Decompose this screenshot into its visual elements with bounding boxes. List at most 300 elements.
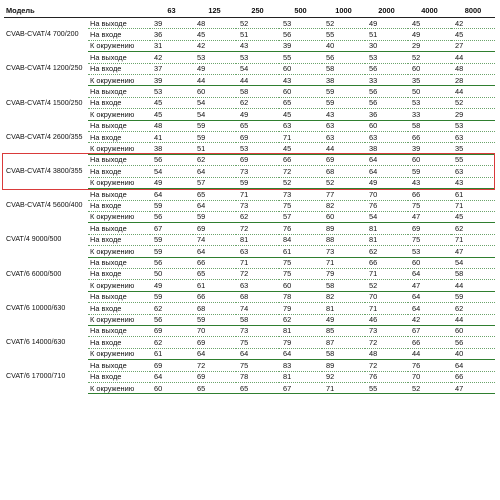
sound-level-cell: 60 — [193, 86, 236, 97]
sound-level-cell: 66 — [451, 371, 495, 382]
sound-level-cell: 44 — [451, 314, 495, 325]
sound-level-cell: 66 — [279, 154, 322, 165]
header-row — [4, 4, 495, 18]
sound-level-cell: 62 — [150, 303, 193, 314]
sound-level-cell: 59 — [193, 314, 236, 325]
sound-level-cell: 55 — [279, 52, 322, 63]
sound-level-cell: 64 — [193, 200, 236, 211]
sound-level-cell: 62 — [279, 314, 322, 325]
sound-level-cell: 66 — [193, 291, 236, 302]
sound-level-cell: 55 — [322, 29, 365, 40]
sound-level-cell: 82 — [322, 291, 365, 302]
sound-level-cell: 37 — [150, 63, 193, 74]
sound-level-cell: 64 — [150, 189, 193, 200]
sound-level-cell: 75 — [279, 200, 322, 211]
sound-level-cell: 48 — [193, 18, 236, 29]
sound-level-cell: 65 — [279, 97, 322, 108]
position-label: На выходе — [88, 291, 150, 302]
sound-level-cell: 43 — [279, 75, 322, 86]
sound-level-cell: 62 — [451, 223, 495, 234]
sound-level-cell: 60 — [322, 211, 365, 222]
sound-level-cell: 77 — [322, 189, 365, 200]
sound-level-cell: 56 — [365, 97, 408, 108]
sound-level-cell: 61 — [451, 189, 495, 200]
sound-level-cell: 56 — [322, 52, 365, 63]
sound-level-cell: 64 — [193, 166, 236, 177]
sound-level-cell: 66 — [408, 189, 451, 200]
sound-level-cell: 62 — [193, 154, 236, 165]
sound-level-cell: 81 — [322, 303, 365, 314]
sound-level-cell: 54 — [150, 166, 193, 177]
sound-level-cell: 59 — [322, 97, 365, 108]
sound-level-cell: 89 — [322, 360, 365, 371]
position-label: На входе — [88, 337, 150, 348]
table-body — [4, 18, 495, 394]
sound-level-cell: 62 — [365, 246, 408, 257]
sound-level-cell: 72 — [236, 268, 279, 279]
sound-level-cell: 70 — [365, 189, 408, 200]
sound-level-cell: 53 — [279, 18, 322, 29]
position-column-header — [88, 4, 150, 18]
sound-level-cell: 39 — [150, 75, 193, 86]
table-row — [4, 257, 495, 268]
sound-level-cell: 36 — [150, 29, 193, 40]
sound-level-cell: 53 — [193, 52, 236, 63]
sound-level-cell: 59 — [236, 177, 279, 188]
sound-level-cell: 54 — [451, 257, 495, 268]
sound-level-cell: 53 — [236, 143, 279, 154]
sound-level-cell: 60 — [408, 154, 451, 165]
sound-level-cell: 59 — [408, 166, 451, 177]
sound-level-cell: 39 — [150, 18, 193, 29]
sound-level-cell: 59 — [150, 234, 193, 245]
sound-level-cell: 79 — [322, 268, 365, 279]
sound-level-cell: 75 — [236, 337, 279, 348]
sound-level-cell: 81 — [236, 234, 279, 245]
sound-level-cell: 60 — [451, 325, 495, 336]
sound-level-cell: 29 — [451, 109, 495, 120]
sound-level-cell: 38 — [322, 75, 365, 86]
position-label: К окружению — [88, 109, 150, 120]
sound-level-cell: 58 — [322, 63, 365, 74]
sound-level-cell: 44 — [408, 348, 451, 359]
sound-level-cell: 58 — [322, 348, 365, 359]
sound-level-cell: 38 — [150, 143, 193, 154]
position-label: На выходе — [88, 52, 150, 63]
sound-level-cell: 66 — [365, 257, 408, 268]
sound-level-cell: 45 — [279, 109, 322, 120]
sound-level-cell: 66 — [408, 337, 451, 348]
position-label: На входе — [88, 97, 150, 108]
sound-level-cell: 55 — [451, 154, 495, 165]
position-label: К окружению — [88, 246, 150, 257]
sound-level-cell: 44 — [451, 280, 495, 291]
sound-level-cell: 67 — [408, 325, 451, 336]
sound-level-cell: 33 — [365, 75, 408, 86]
sound-level-cell: 71 — [236, 257, 279, 268]
sound-level-cell: 76 — [365, 371, 408, 382]
model-name: CVAT/6 6000/500 — [6, 269, 62, 278]
sound-level-cell: 85 — [322, 325, 365, 336]
sound-level-cell: 47 — [451, 246, 495, 257]
sound-level-cell: 30 — [365, 40, 408, 51]
sound-level-cell: 49 — [193, 63, 236, 74]
sound-level-cell: 56 — [150, 211, 193, 222]
sound-level-cell: 88 — [322, 234, 365, 245]
sound-level-cell: 76 — [365, 200, 408, 211]
sound-level-cell: 71 — [279, 132, 322, 143]
sound-level-cell: 69 — [150, 360, 193, 371]
sound-level-cell: 75 — [279, 268, 322, 279]
sound-level-cell: 45 — [451, 211, 495, 222]
sound-level-cell: 45 — [451, 29, 495, 40]
sound-level-cell: 56 — [365, 86, 408, 97]
sound-level-cell: 47 — [408, 280, 451, 291]
sound-level-cell: 72 — [365, 337, 408, 348]
sound-level-cell: 79 — [279, 303, 322, 314]
sound-level-cell: 76 — [279, 223, 322, 234]
sound-level-cell: 66 — [193, 257, 236, 268]
sound-level-cell: 73 — [365, 325, 408, 336]
frequency-header: 2000 — [365, 4, 408, 18]
sound-level-cell: 52 — [322, 177, 365, 188]
sound-level-cell: 42 — [451, 18, 495, 29]
sound-level-cell: 44 — [236, 75, 279, 86]
sound-level-cell: 65 — [193, 268, 236, 279]
sound-level-cell: 63 — [236, 246, 279, 257]
sound-level-cell: 43 — [236, 40, 279, 51]
sound-level-cell: 51 — [365, 29, 408, 40]
sound-level-cell: 79 — [279, 337, 322, 348]
frequency-header: 8000 — [451, 4, 495, 18]
table-header — [4, 4, 495, 18]
model-name: CVAT/6 10000/630 — [6, 303, 66, 312]
sound-level-cell: 53 — [408, 97, 451, 108]
sound-level-cell: 42 — [193, 40, 236, 51]
position-label: На входе — [88, 371, 150, 382]
sound-level-cell: 52 — [408, 52, 451, 63]
model-name: CVAB-CVAT/4 1200/250 — [6, 64, 83, 73]
sound-level-cell: 78 — [236, 371, 279, 382]
sound-level-cell: 56 — [279, 29, 322, 40]
position-label: На выходе — [88, 223, 150, 234]
sound-level-cell: 28 — [451, 75, 495, 86]
position-label: На входе — [88, 63, 150, 74]
sound-level-cell: 65 — [236, 383, 279, 394]
sound-level-cell: 68 — [236, 291, 279, 302]
sound-level-cell: 60 — [150, 383, 193, 394]
sound-level-cell: 71 — [322, 383, 365, 394]
sound-level-cell: 62 — [451, 303, 495, 314]
sound-level-cell: 59 — [451, 291, 495, 302]
sound-level-cell: 45 — [150, 109, 193, 120]
sound-level-cell: 68 — [322, 166, 365, 177]
sound-level-cell: 70 — [365, 291, 408, 302]
sound-level-cell: 69 — [193, 371, 236, 382]
sound-level-cell: 53 — [365, 52, 408, 63]
sound-level-cell: 45 — [279, 143, 322, 154]
sound-level-cell: 69 — [150, 325, 193, 336]
sound-level-cell: 58 — [322, 280, 365, 291]
sound-level-cell: 53 — [408, 246, 451, 257]
sound-level-cell: 64 — [236, 348, 279, 359]
position-label: К окружению — [88, 348, 150, 359]
sound-level-cell: 53 — [150, 86, 193, 97]
sound-level-cell: 75 — [408, 234, 451, 245]
sound-level-cell: 45 — [193, 29, 236, 40]
sound-level-cell: 49 — [365, 177, 408, 188]
sound-level-cell: 65 — [193, 383, 236, 394]
sound-level-cell: 43 — [408, 177, 451, 188]
table-row — [4, 120, 495, 131]
sound-level-cell: 74 — [193, 234, 236, 245]
sound-level-cell: 67 — [279, 383, 322, 394]
sound-level-cell: 60 — [408, 63, 451, 74]
sound-level-cell: 39 — [408, 143, 451, 154]
position-label: К окружению — [88, 211, 150, 222]
sound-level-cell: 75 — [408, 200, 451, 211]
sound-level-cell: 65 — [236, 120, 279, 131]
position-label: На входе — [88, 268, 150, 279]
sound-level-cell: 62 — [150, 337, 193, 348]
sound-level-cell: 54 — [365, 211, 408, 222]
sound-level-cell: 61 — [279, 246, 322, 257]
sound-level-cell: 87 — [322, 337, 365, 348]
position-label: К окружению — [88, 75, 150, 86]
position-label: На входе — [88, 234, 150, 245]
sound-level-cell: 68 — [193, 303, 236, 314]
sound-level-cell: 43 — [322, 109, 365, 120]
model-name: CVAB-CVAT/4 700/200 — [6, 30, 79, 39]
model-name: CVAB-CVAT/4 2600/355 — [6, 132, 83, 141]
sound-level-cell: 53 — [451, 120, 495, 131]
sound-level-cell: 69 — [193, 337, 236, 348]
position-label: На выходе — [88, 360, 150, 371]
sound-level-cell: 65 — [193, 189, 236, 200]
sound-level-cell: 52 — [365, 280, 408, 291]
sound-level-cell: 89 — [322, 223, 365, 234]
sound-level-cell: 73 — [236, 325, 279, 336]
sound-level-cell: 50 — [150, 268, 193, 279]
sound-level-cell: 56 — [451, 337, 495, 348]
sound-level-cell: 54 — [193, 109, 236, 120]
sound-level-cell: 71 — [236, 189, 279, 200]
sound-level-cell: 64 — [408, 268, 451, 279]
frequency-header: 250 — [236, 4, 279, 18]
sound-level-cell: 71 — [451, 234, 495, 245]
position-label: На входе — [88, 132, 150, 143]
sound-level-cell: 75 — [279, 257, 322, 268]
sound-level-cell: 60 — [279, 86, 322, 97]
table-row — [4, 154, 495, 165]
sound-level-cell: 64 — [279, 348, 322, 359]
sound-level-cell: 61 — [150, 348, 193, 359]
frequency-header: 125 — [193, 4, 236, 18]
sound-level-cell: 44 — [193, 75, 236, 86]
sound-level-cell: 35 — [451, 143, 495, 154]
sound-level-cell: 56 — [150, 314, 193, 325]
sound-level-cell: 75 — [236, 360, 279, 371]
model-name: CVAT/6 14000/630 — [6, 338, 66, 347]
sound-level-cell: 47 — [451, 383, 495, 394]
sound-level-cell: 58 — [451, 268, 495, 279]
sound-level-cell: 52 — [451, 97, 495, 108]
sound-level-cell: 56 — [150, 257, 193, 268]
sound-level-cell: 69 — [193, 223, 236, 234]
sound-level-cell: 64 — [193, 246, 236, 257]
sound-level-cell: 46 — [365, 314, 408, 325]
table-row — [4, 52, 495, 63]
frequency-header: 500 — [279, 4, 322, 18]
position-label: На входе — [88, 166, 150, 177]
sound-level-cell: 44 — [322, 143, 365, 154]
sound-level-cell: 44 — [451, 86, 495, 97]
sound-level-cell: 69 — [322, 154, 365, 165]
sound-level-cell: 45 — [150, 97, 193, 108]
position-label: На выходе — [88, 120, 150, 131]
table-row — [4, 189, 495, 200]
position-label: К окружению — [88, 143, 150, 154]
sound-level-cell: 49 — [408, 29, 451, 40]
sound-level-cell: 72 — [236, 223, 279, 234]
sound-level-cell: 29 — [408, 40, 451, 51]
sound-level-cell: 63 — [322, 120, 365, 131]
sound-level-cell: 52 — [279, 177, 322, 188]
sound-level-cell: 64 — [150, 371, 193, 382]
sound-level-cell: 36 — [365, 109, 408, 120]
sound-level-cell: 59 — [150, 246, 193, 257]
frequency-header: 1000 — [322, 4, 365, 18]
sound-level-cell: 49 — [150, 280, 193, 291]
sound-level-cell: 73 — [322, 246, 365, 257]
sound-level-cell: 59 — [150, 200, 193, 211]
sound-level-cell: 51 — [193, 143, 236, 154]
sound-level-cell: 56 — [365, 63, 408, 74]
sound-level-cell: 50 — [408, 86, 451, 97]
position-label: К окружению — [88, 177, 150, 188]
sound-level-cell: 51 — [236, 29, 279, 40]
position-label: На входе — [88, 29, 150, 40]
sound-level-cell: 31 — [150, 40, 193, 51]
sound-level-cell: 61 — [193, 280, 236, 291]
sound-level-cell: 60 — [365, 120, 408, 131]
sound-level-cell: 92 — [322, 371, 365, 382]
sound-level-cell: 60 — [408, 257, 451, 268]
sound-level-cell: 64 — [193, 348, 236, 359]
sound-level-cell: 52 — [408, 383, 451, 394]
sound-level-cell: 42 — [150, 52, 193, 63]
sound-level-cell: 49 — [236, 109, 279, 120]
model-name: CVAT/6 17000/710 — [6, 372, 66, 381]
sound-level-cell: 59 — [193, 211, 236, 222]
sound-level-cell: 40 — [451, 348, 495, 359]
sound-level-cell: 54 — [236, 63, 279, 74]
sound-level-cell: 73 — [236, 166, 279, 177]
sound-level-cell: 39 — [279, 40, 322, 51]
sound-level-cell: 54 — [193, 97, 236, 108]
sound-level-cell: 63 — [365, 132, 408, 143]
sound-level-cell: 43 — [451, 177, 495, 188]
sound-level-cell: 58 — [236, 314, 279, 325]
sound-level-cell: 69 — [408, 223, 451, 234]
position-label: На выходе — [88, 189, 150, 200]
sound-level-cell: 63 — [451, 132, 495, 143]
sound-level-cell: 48 — [150, 120, 193, 131]
sound-level-cell: 48 — [451, 63, 495, 74]
sound-level-cell: 81 — [279, 371, 322, 382]
model-name: CVAT/4 9000/500 — [6, 235, 62, 244]
sound-level-cell: 58 — [236, 86, 279, 97]
sound-level-cell: 71 — [451, 200, 495, 211]
sound-level-cell: 49 — [365, 18, 408, 29]
sound-level-cell: 52 — [236, 18, 279, 29]
sound-level-cell: 60 — [279, 63, 322, 74]
sound-level-cell: 52 — [322, 18, 365, 29]
sound-level-cell: 44 — [451, 52, 495, 63]
sound-level-cell: 33 — [408, 109, 451, 120]
table-row — [4, 360, 495, 371]
sound-level-cell: 64 — [451, 360, 495, 371]
sound-level-cell: 63 — [279, 120, 322, 131]
sound-level-cell: 70 — [408, 371, 451, 382]
sound-level-cell: 59 — [193, 132, 236, 143]
position-label: На выходе — [88, 154, 150, 165]
sound-level-cell: 64 — [408, 291, 451, 302]
sound-level-cell: 40 — [322, 40, 365, 51]
sound-level-cell: 64 — [365, 166, 408, 177]
sound-level-cell: 69 — [236, 154, 279, 165]
position-label: К окружению — [88, 383, 150, 394]
frequency-header: 63 — [150, 4, 193, 18]
sound-level-cell: 49 — [322, 314, 365, 325]
model-column-header: Модель — [4, 4, 88, 18]
sound-level-cell: 57 — [279, 211, 322, 222]
sound-level-cell: 53 — [236, 52, 279, 63]
sound-level-cell: 73 — [236, 200, 279, 211]
position-label: К окружению — [88, 314, 150, 325]
sound-level-cell: 66 — [408, 132, 451, 143]
sound-level-cell: 47 — [408, 211, 451, 222]
sound-level-cell: 38 — [365, 143, 408, 154]
position-label: На входе — [88, 303, 150, 314]
sound-level-cell: 71 — [365, 303, 408, 314]
sound-level-cell: 83 — [279, 360, 322, 371]
sound-level-cell: 78 — [279, 291, 322, 302]
sound-level-cell: 81 — [365, 234, 408, 245]
sound-level-cell: 81 — [279, 325, 322, 336]
sound-level-cell: 63 — [451, 166, 495, 177]
sound-level-cell: 64 — [408, 303, 451, 314]
position-label: На выходе — [88, 257, 150, 268]
sound-level-cell: 67 — [150, 223, 193, 234]
position-label: На выходе — [88, 18, 150, 29]
position-label: К окружению — [88, 40, 150, 51]
position-label: К окружению — [88, 280, 150, 291]
position-label: На входе — [88, 200, 150, 211]
sound-level-cell: 55 — [365, 383, 408, 394]
sound-level-cell: 49 — [150, 177, 193, 188]
sound-level-cell: 81 — [365, 223, 408, 234]
sound-level-cell: 73 — [279, 189, 322, 200]
sound-level-cell: 45 — [408, 18, 451, 29]
sound-level-cell: 57 — [193, 177, 236, 188]
sound-level-cell: 71 — [322, 257, 365, 268]
sound-level-cell: 74 — [236, 303, 279, 314]
sound-level-cell: 82 — [322, 200, 365, 211]
position-label: На выходе — [88, 86, 150, 97]
sound-level-cell: 70 — [193, 325, 236, 336]
model-name: CVAB-CVAT/4 1500/250 — [6, 98, 83, 107]
